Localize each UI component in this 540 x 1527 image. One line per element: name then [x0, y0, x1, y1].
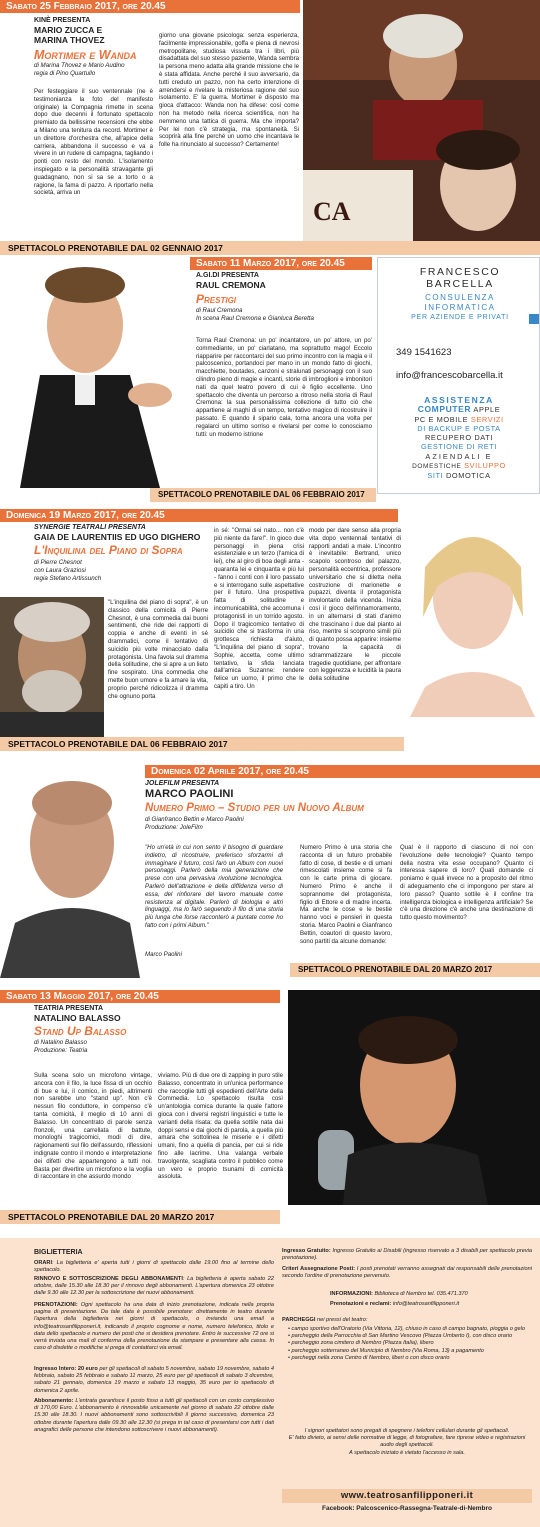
parcheggi-item-4: parcheggi nella zona Centro di Nembro, liberi o con disco orario	[291, 1354, 450, 1361]
show-1	[0, 0, 540, 255]
parcheggi-item-0: campo sportivo dell'Oratorio (Via Vittoria, 12), chiuso in caso di campo bagnato, pioggia o gelo	[291, 1326, 525, 1332]
show-3	[0, 507, 540, 760]
show-3-body-col3: modo per dare senso alla propria vita dopo ventennali tentativi di rapporti andati a male. L'incontro è inevitabile: Bertrand, unico scapolo scontroso del palazzo, personalità eccentrica, professore universitario che si diletta nella costruzione di marionette e pupazzi, diventa il protagonista involontario della vicenda. Inizia così il gioco dell'innamoramento, in un alternarsi di stati d'animo che trascinano i due dal pianto al riso, mentre si scoprono simili più di quanto possa apparire: insieme trovano la capacità di sdrammatizzare le piccole tragedie quotidiane, per affrontare con leggerezza e lucidità la paura della solitudine	[309, 527, 401, 683]
show-5-date: Sabato 13 Maggio 2017, ore 20.45	[0, 990, 280, 1003]
show-5-body-col1: Sulla scena solo un microfono vintage, ancora con il filo, la luce fissa di un occhio di bue e lui, il comico, in piedi, altrimenti non sarebbe uno "stand up". Non c'è nessun filo conduttore, in compenso c'è tanta comicità, il meglio di 10 anni di Balasso. Un concentrato di parole senza fronzoli, una carrellata di battute, monologhi tragicomici, modi di dire, ragionamenti sul filo dell'assurdo, riflessioni indignate contro il mondo e interpretazione dei difetti che appartengono a tutti noi. Basta per divertire un microfono e la voglia di raccontare in che assurdo mondo	[34, 1072, 152, 1181]
ad-name-line2: BARCELLA	[426, 278, 494, 290]
show-3-credits-1: di Pierre Chesnot	[34, 559, 82, 566]
show-1-credits-2: regia di Pino Quartullo	[34, 70, 96, 77]
prenotazioni2-label: Prenotazioni e reclami:	[330, 1301, 392, 1307]
notices	[282, 1428, 532, 1457]
svg-text:CA: CA	[313, 197, 351, 226]
parcheggi-item: • parcheggi nella zona Centro di Nembro, liberi o con disco orario	[288, 1354, 450, 1361]
show-2-booking: SPETTACOLO PRENOTABILE DAL 06 FEBBRAIO 2017	[150, 488, 376, 502]
show-5-photo	[288, 990, 540, 1205]
show-1-artist-1: MARIO ZUCCA E	[34, 25, 103, 35]
abbonamento-block	[34, 1398, 274, 1434]
facebook-link[interactable]: Facebook: Palcoscenico-Rassegna-Teatrale-di-Nembro	[321, 1505, 492, 1512]
show-2-body: Torna Raul Cremona: un po' incantatore, un po' attore, un po' commediante, un po' ciarlatano, ma soprattutto mago! Eccolo riapparire per raccontarci del suo primo incontro con la magia e il palcoscenico, portandoci per mano in un mondo fatto di giochi, macchiette, boutades, canzoni e stralunati personaggi con il suo cilindro pieno di magie e incanti, storie di imbroglioni e imbonitori nati da quel teatro povero di cui è figlio eccellente. Uno spettacolo che diventa un percorso a ritroso nella storia di Raul Cremona: la sua personalissima collezione di tutto ciò che appartiene ai maghi di un tempo, tentativo magico di ricostruire il passato. E quando il sipario cala, torna ancora una volta per regalarci un ultimo sorriso e rivelarsi per come lo conosciamo tutti: un moderno istrione	[196, 337, 372, 438]
parcheggi-item-2: parcheggio zona cimitero di Nembro (Piazza Italia), libero	[291, 1340, 434, 1347]
prenotazioni2-text: info@teatrosanfilipponeri.it	[392, 1301, 460, 1307]
show-4-body-col2: Numero Primo è una storia che racconta di un futuro probabile fatto di cose, di bestie e di umani rimescolati insieme come si fa con le carte prima di giocare. Numero Primo è anche il soprannome del protagonista, figlio di Ettore e di madre incerta. Ma anche le cose e le bestie hanno voci e pensieri in questa storia. Marco Paolini e Gianfranco Bettin, coautori di questo lavoro, sono partiti da alcune domande:	[300, 844, 392, 945]
show-2-credits-1: di Raul Cremona	[196, 307, 243, 314]
prenotazioni-label: PRENOTAZIONI:	[34, 1302, 78, 1308]
orari-label: ORARI	[34, 1260, 53, 1266]
gratuito-label: Ingresso Gratuito:	[282, 1248, 331, 1254]
ad-svc-pc: PC E MOBILE	[414, 414, 469, 424]
ad-svc-sviluppo: SVILUPPO	[464, 461, 506, 471]
show-2-photo	[0, 255, 190, 488]
ad-svc-servizi: SERVIZI	[470, 414, 504, 424]
ad-svc-domestiche: DOMESTICHE	[412, 463, 462, 471]
show-3-body-col2: in sé: "Ormai sei nato... non c'è più niente da fare!". In gioco due personaggi in piena crisi esistenziale e un terzo (l'amica di lei), che al giro di boa degli anta - quaranta lei e cinquanta e più lui - fanno i conti con il loro passato e si interrogano sulle aspettative per il futuro. Una prospettiva fatta di solitudine e incomunicabilità, che accomuna i protagonisti in un torrido agosto. Dopo il tragicomico tentativo di suicidio che si trasforma in una grottesca richiesta d'aiuto, "L'inquilina del piano di sopra", Sophie, accetta, come ultimo tentativo, la sfida lanciata dall'amica Suzanne: rendere felice un uomo, il primo che le capiti a tiro. Un	[214, 527, 304, 690]
ad-svc-computer: COMPUTER	[417, 404, 472, 415]
show-4-credits-2: Produzione: JoleFilm	[145, 824, 203, 831]
prenotazioni-text: Ogni spettacolo ha una data di inizio prenotazione, indicata nella propria pagina di presentazione. Da tale data è possibile prenotare: direttamente in teatro durante l'apertura della biglietteria nei giorni di spettacolo, o inviando una email a info@teatrosanfilipponeri.it, indicando il proprio cognome e nome, numero telefonico, titolo e data dello spettacolo e numero dei posti che si desidera prenotare. Entro le successive 72 ore si verrà inviata una mail di conferma della prenotazione da stampare e presentare alla cassa. In caso di disdette o modifiche si prega di contattarci via email.	[34, 1302, 275, 1352]
show-5-body-col2: viviamo. Più di due ore di zapping in puro stile Balasso, concentrato in un'unica performance che raccoglie tutti gli espedienti dell'Arte della Commedia. Lo spettacolo risulta così un'antologia comica durante la quale l'attore gioca con i diversi registri linguistici e tutte le varianti della risata: da quella sottile nata dai doppi sensi e dai giochi di parola, a quella più amara che sottolinea le miserie e i difetti umani, fino a quella di pancia, per cui si ride fino alle lacrime. Una valanga verbale travolgente, scagliata contro il pubblico come un vero e proprio tsunami di comicità assoluta.	[158, 1072, 283, 1181]
ad-services	[388, 396, 530, 481]
ad-corner-mark	[529, 314, 539, 324]
rinnovo-label: RINNOVO E SOTTOSCRIZIONE DEGLI ABBONAMENTI	[34, 1276, 183, 1282]
prenotazioni2-block	[330, 1301, 530, 1308]
ad-svc-assistenza: ASSISTENZA	[424, 395, 494, 405]
show-4-date: Domenica 02 Aprile 2017, ore 20.45	[145, 765, 540, 778]
show-3-title: L'Inquilina del Piano di Sopra	[34, 543, 183, 557]
rinnovo-block	[34, 1276, 274, 1298]
parcheggi-item: • campo sportivo dell'Oratorio (Via Vittoria, 12), chiuso in caso di campo bagnato, pioggia o gelo	[288, 1326, 525, 1332]
informazioni-block	[330, 1291, 530, 1298]
show-3-presenter: SYNERGIE TEATRALI PRESENTA	[34, 524, 146, 531]
informazioni-text: Biblioteca di Nembro tel. 035.471.370	[374, 1291, 468, 1297]
show-5-booking: SPETTACOLO PRENOTABILE DAL 20 MARZO 2017	[0, 1210, 280, 1224]
show-2-credits-2: In scena Raul Cremona e Gianluca Beretta	[196, 315, 314, 322]
ad-svc-recupero: RECUPERO DATI	[424, 433, 494, 443]
rinnovo-text: : La biglietteria è aperta sabato 22 ottobre, dalle 15.30 alle 18.30 per il rinnovo degli abbonamenti. L'apertura domenica 23 ottobre dalle 9.30 alle 12.30 per la sottoscrizione dei nuovi abbonamenti.	[34, 1276, 274, 1297]
abbonamento-text: L'entrata garantisce il posto fisso a tutti gli spettacoli con un costo complessivo di 170,00 Euro. L'abbonamento è rinnovabile unicamente nel giorno di sabato 22 ottobre dalle 15.30 alle 18.30. I nuovi abbonamenti sono sottoscrivibili il giorno successivo, domenica 23 ottobre durante l'apertura dalle 09.30 alle 12.30 (si prega in tal caso di presentarsi con tutti i dati anagrafici delle persone che intendono sottoscrivere i nuovi abbonamenti).	[34, 1398, 274, 1433]
show-3-credits-2: con Laura Graziosi	[34, 567, 86, 574]
intero-block	[34, 1366, 274, 1395]
show-4-photo	[0, 763, 140, 978]
show-1-artist-2: MARINA THOVEZ	[34, 35, 105, 45]
show-1-body-col1: Per festeggiare il suo ventennale (ne è testimonianza la foto del manifesto originale) la Compagnia rimette in scena dopo due decenni il fortunato spettacolo premiato da bellissime recensioni che ebbe a Milano una tenitura da record. Mortimer è un direttore d'orchestra che, all'apice della carriera, abbandona il successo e va a vivere in un rudere di campagna, tagliando i ponti con resto del mondo. L'isolamento inspiegato e la personalità stravagante gli guadagnano, non si sa se a torto o a ragione, la fama di pazzo. A riportarlo nella società, arriva un	[34, 88, 153, 197]
abbonamento-label: Abbonamento:	[34, 1398, 74, 1404]
website-link[interactable]: www.teatrosanfilipponeri.it	[282, 1489, 532, 1503]
ad-svc-gestione: GESTIONE DI RETI	[420, 442, 498, 452]
ad-box	[377, 257, 540, 494]
biglietteria-title: BIGLIETTERIA	[34, 1249, 83, 1256]
parcheggi-label: PARCHEGGI	[282, 1317, 316, 1323]
ad-name-line1: FRANCESCO	[419, 266, 501, 278]
show-4-booking: SPETTACOLO PRENOTABILE DAL 20 MARZO 2017	[290, 963, 540, 977]
show-3-artist: GAIA DE LAURENTIIS ED UGO DIGHERO	[34, 532, 201, 542]
parcheggi-item: • parcheggio zona cimitero di Nembro (Piazza Italia), libero	[288, 1340, 434, 1347]
parcheggi-text: nei pressi del teatro:	[317, 1317, 368, 1323]
intero-label: Ingresso Intero: 20 euro	[34, 1366, 98, 1372]
ad-sub1-line2: INFORMATICA	[424, 303, 496, 312]
ad-sub1	[392, 293, 528, 302]
show-4-signature: Marco Paolini	[145, 951, 182, 958]
show-1-date: Sabato 25 Febbraio 2017, ore 20.45	[0, 0, 300, 13]
parcheggi-item: • parcheggio della Parrocchia di San Martino Vescovo (Piazza Umberto I), con disco orario	[288, 1333, 513, 1340]
parcheggi-item-3: parcheggio sotterraneo del Municipio di Nembro (Via Roma, 13) a pagamento	[291, 1347, 484, 1354]
show-4-body-col1: "Ho un'età in cui non sento il bisogno di guardare indietro, di ricostruire, preferisco sforzarmi di immaginare il futuro, così farò un Album con nuovi personaggi. Parlerò della mia generazione che prese con una pervasiva rivoluzione tecnologica. Parlerò dell'attrazione e della diffidenza verso di essa, del rinfiorare del lavoro manuale come resistenza al digitale. Parlerò di biologia e altri linguaggi, ma lo farò seguendo il filo di una storia più lunga che forse racconterò a puntate come ho fatto con i primi Album."	[145, 844, 283, 929]
parcheggi-list	[288, 1326, 532, 1362]
intero-text: per gli spettacoli di sabato 5 novembre, sabato 19 novembre, sabato 4 febbraio, sabato 25 febbraio e sabato 11 marzo, 25 euro per gli spettacoli di sabato 3 dicembre, sabato 21 gennaio, domenica 19 marzo e sabato 13 maggio, 35 euro per lo spettacolo di domenica 2 aprile.	[34, 1366, 274, 1394]
gratuito-text: Ingresso Gratuito ai Disabili (ingresso riservato a 3 disabili per spettacolo previa prenotazione).	[282, 1248, 532, 1262]
show-4-artist: MARCO PAOLINI	[145, 788, 234, 800]
show-5-credits-1: di Natalino Balasso	[34, 1039, 87, 1046]
criteri-text: I posti prenotati verranno assegnati dai responsabili delle prenotazioni secondo l'ordine di prenotazione pervenuto.	[282, 1266, 533, 1280]
show-5-credits-2: Produzione: Teatria	[34, 1047, 88, 1054]
ad-svc-aziendali: AZIENDALI E	[425, 451, 493, 461]
show-4-title: Numero Primo – Studio per un Nuovo Album	[145, 802, 364, 814]
orari-block	[34, 1260, 274, 1274]
show-5-artist: NATALINO BALASSO	[34, 1013, 121, 1023]
ad-sub2: PER AZIENDE E PRIVATI	[411, 314, 509, 321]
show-3-credits-3: regia Stefano Artissunch	[34, 575, 102, 582]
gratuito-block	[282, 1248, 532, 1262]
show-2-date: Sabato 11 Marzo 2017, ore 20.45	[190, 257, 372, 270]
parcheggi-item: • parcheggio sotterraneo del Municipio di Nembro (Via Roma, 13) a pagamento	[288, 1347, 484, 1354]
ad-name	[392, 266, 528, 290]
show-5-presenter: TEATRIA PRESENTA	[34, 1005, 104, 1012]
ad-phone: 349 1541623	[396, 347, 452, 358]
show-1-title: Mortimer e Wanda	[34, 48, 137, 62]
show-1-credits-1: di Marina Thovez e Mario Audino	[34, 62, 125, 69]
orari-text: : La biglietteria e' aperta tutti i giorni di spettacolo dalle 19.00 fino al termine dello spettacolo.	[34, 1260, 274, 1274]
show-1-booking: SPETTACOLO PRENOTABILE DAL 02 GENNAIO 2017	[0, 241, 540, 255]
show-5-wrap	[0, 990, 540, 1240]
show-3-photo-man	[0, 597, 104, 737]
show-1-presenter: KINÈ PRESENTA	[34, 17, 91, 24]
show-1-body-col2: giorno una giovane psicologa: senza esperienza, facilmente impressionabile, goffa e piena di nevrosi metropolitane, studiosa vissuta tra i libri, più disadattata del suo stesso paziente, Wanda sembra la persona meno adatta alla grande missione che le è stata affidata. Anche perché il suo avversario, da tutti creduto un pazzo, non ha certo intenzione di arrendersi e rivelare la misteriosa ragione del suo isolamento. E' la guerra. Mortimer è disposto ma gioca d'attacco: Wanda non ha difese: così come non ha metodo nella ricerca scientifica, non ha nemmeno una tattica di guerra. Ma che importa? Per lei non c'è strategia, ma spontaneità. Si scoprirà alla fine perché un uomo che incantava le folle ha rinunciato al successo? Certamente!	[159, 32, 299, 149]
show-4	[0, 763, 540, 993]
show-2-artist: RAUL CREMONA	[196, 280, 266, 290]
show-2-presenter: A.GI.DI PRESENTA	[196, 272, 259, 279]
parcheggi-item-1: parcheggio della Parrocchia di San Martino Vescovo (Piazza Umberto I), con disco orario	[291, 1333, 513, 1340]
ad-svc-domotica: DOMOTICA	[445, 471, 491, 481]
ad-svc-apple: APPLE	[473, 405, 501, 415]
show-3-body-col1: "L'inquilina del piano di sopra", è un classico della comicità di Pierre Chesnot, è una commedia dai buoni sentimenti, che ride dei rapporti di coppia e anche di eventi in sé drammatici, come il tentativo di suicidio più volte minacciato dalla protagonista. Una favola sul dramma della solitudine, che si apre a un lieto fine sospirato. Una commedia che mette buon umore e fa amare la vita, proprio perché ridicolizza il dramma che ognuno porta	[108, 599, 208, 700]
informazioni-label: INFORMAZIONI:	[330, 1291, 373, 1297]
criteri-label: Criteri Assegnazione Posti:	[282, 1266, 356, 1272]
show-3-booking: SPETTACOLO PRENOTABILE DAL 06 FEBBRAIO 2017	[0, 737, 404, 751]
notice-3: A spettacolo iniziato è vietato l'accesso in sala.	[349, 1449, 465, 1456]
notice-1: I signori spettatori sono pregati di spegnere i telefoni cellulari durante gli spettacoli.	[304, 1428, 510, 1434]
parcheggi-block	[282, 1317, 532, 1324]
show-3-date: Domenica 19 Marzo 2017, ore 20.45	[0, 509, 398, 522]
footer-info	[0, 1238, 540, 1527]
show-2-title: Prestigi	[196, 292, 237, 306]
ad-svc-backup: DI BACKUP E POSTA	[417, 423, 501, 433]
criteri-block	[282, 1266, 532, 1280]
show-5-title: Stand Up Balasso	[34, 1024, 127, 1038]
show-4-credits-1: di Gianfranco Bettin e Marco Paolini	[145, 816, 244, 823]
show-1-photo	[303, 0, 540, 243]
notice-2: E' fatto divieto, ai sensi delle normative di legge, di fotografare, fare riprese video e registrazioni audio degli spettacoli.	[288, 1435, 526, 1449]
prenotazioni-block	[34, 1302, 274, 1352]
ad-sub1-line1: CONSULENZA	[425, 293, 495, 302]
show-3-photo-woman	[405, 507, 540, 717]
ad-sub1b	[392, 303, 528, 312]
ad-email: info@francescobarcella.it	[396, 370, 503, 381]
show-4-body-col3: Qual è il rapporto di ciascuno di noi con l'evoluzione delle tecnologie? Quanto tempo della nostra vita esse occupano? Quanto ci interessa sapere di loro? Quali domande ci poniamo e quali invece no a proposito del ritmo di adeguamento che ci impongono per stare al loro passo? Quanto sottile è il confine tra intelligenza biologica e intelligenza artificiale? Se c'è una direzione c'è anche una destinazione di tutto questo movimento?	[400, 844, 533, 922]
ad-svc-siti: SITI	[427, 471, 444, 481]
show-4-presenter: JOLEFILM PRESENTA	[145, 780, 220, 787]
